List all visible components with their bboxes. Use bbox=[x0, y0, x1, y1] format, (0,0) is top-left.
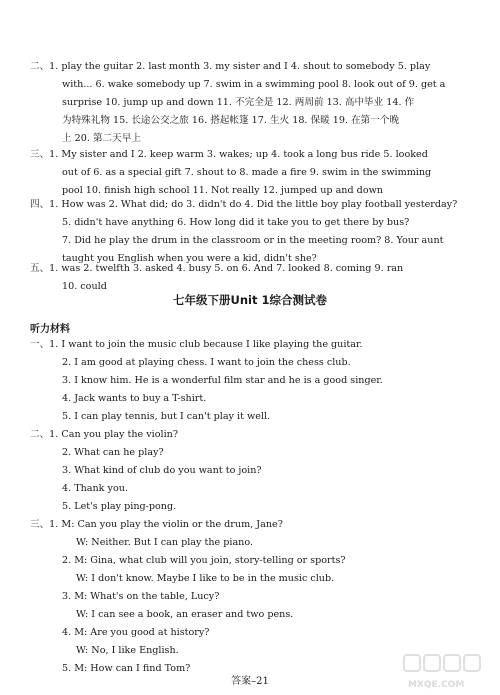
listening-line: 2. M: Gina, what club will you join, story-telling or sports? bbox=[62, 555, 346, 566]
listening-line: 5. I can play tennis, but I can't play it well. bbox=[62, 411, 271, 422]
listening-line: 2. What can he play? bbox=[62, 447, 164, 458]
listening-line: W: Neither. But I can play the piano. bbox=[76, 537, 254, 548]
answer-line: 7. Did he play the drum in the classroom or in the meeting room? 8. Your aunt bbox=[62, 235, 444, 246]
answers-section-3 bbox=[30, 146, 474, 200]
listening-line: 5. M: How can I find Tom? bbox=[62, 663, 191, 674]
listening-line: 三、1. M: Can you play the violin or the drum, Jane? bbox=[30, 519, 283, 530]
listening-line: 4. Thank you. bbox=[62, 483, 128, 494]
answer-line: with... 6. wake somebody up 7. swim in a swimming pool 8. look out of 9. get a bbox=[62, 79, 446, 90]
listening-line: 5. Let's play ping-pong. bbox=[62, 501, 177, 512]
listening-line: 4. Jack wants to buy a T-shirt. bbox=[62, 393, 207, 404]
answer-line: 上 20. 第二天早上 bbox=[62, 133, 141, 144]
listening-line: 3. M: What's on the table, Lucy? bbox=[62, 591, 220, 602]
listening-line: 3. What kind of club do you want to join? bbox=[62, 465, 262, 476]
listening-line: 4. M: Are you good at history? bbox=[62, 627, 210, 638]
listening-part-1 bbox=[30, 336, 474, 426]
watermark-logo-icon bbox=[402, 653, 496, 693]
answers-section-2 bbox=[30, 58, 474, 148]
listening-line: 3. I know him. He is a wonderful film star and he is a good singer. bbox=[62, 375, 383, 386]
answer-line: 三、1. My sister and I 2. keep warm 3. wakes; up 4. took a long bus ride 5. looked bbox=[30, 149, 428, 160]
listening-line: W: No, I like English. bbox=[76, 645, 179, 656]
listening-part-2 bbox=[30, 426, 474, 516]
answer-line: out of 6. as a special gift 7. shout to 8. made a fire 9. swim in the swimming bbox=[62, 167, 432, 178]
answer-line: taught you English when you were a kid, didn't she? bbox=[62, 253, 317, 264]
answers-section-4 bbox=[30, 196, 474, 268]
answer-line: pool 10. finish high school 11. Not really 12. jumped up and down bbox=[62, 185, 383, 196]
listening-heading: 听力材料 bbox=[30, 324, 70, 335]
watermark-text: MXQE.COM bbox=[408, 680, 465, 690]
page-number: 答案–21 bbox=[231, 676, 269, 687]
answers-section-5 bbox=[30, 260, 474, 296]
listening-line: W: I don't know. Maybe I like to be in the music club. bbox=[76, 573, 335, 584]
answer-line: 10. could bbox=[62, 281, 107, 292]
answer-line: 为特殊礼物 15. 长途公交之旅 16. 搭起帐篷 17. 生火 18. 保暖 19. 在第一个晚 bbox=[62, 115, 400, 126]
listening-line: 2. I am good at playing chess. I want to join the chess club. bbox=[62, 357, 351, 368]
answer-line: surprise 10. jump up and down 11. 不完全是 12. 两周前 13. 高中毕业 14. 作 bbox=[62, 97, 415, 108]
answer-line: 5. didn't have anything 6. How long did it take you to get there by bus? bbox=[62, 217, 410, 228]
listening-line: W: I can see a book, an eraser and two pens. bbox=[76, 609, 294, 620]
answer-line: 五、1. was 2. twelfth 3. asked 4. busy 5. on 6. And 7. looked 8. coming 9. ran bbox=[30, 263, 404, 274]
listening-line: 一、1. I want to join the music club because I like playing the guitar. bbox=[30, 339, 363, 350]
answer-line: 四、1. How was 2. What did; do 3. didn't do 4. Did the little boy play football yesterday? bbox=[30, 199, 458, 210]
listening-line: 二、1. Can you play the violin? bbox=[30, 429, 178, 440]
test-title: 七年级下册Unit 1综合测试卷 bbox=[173, 293, 327, 307]
answer-line: 二、1. play the guitar 2. last month 3. my sister and I 4. shout to somebody 5. play bbox=[30, 61, 431, 72]
